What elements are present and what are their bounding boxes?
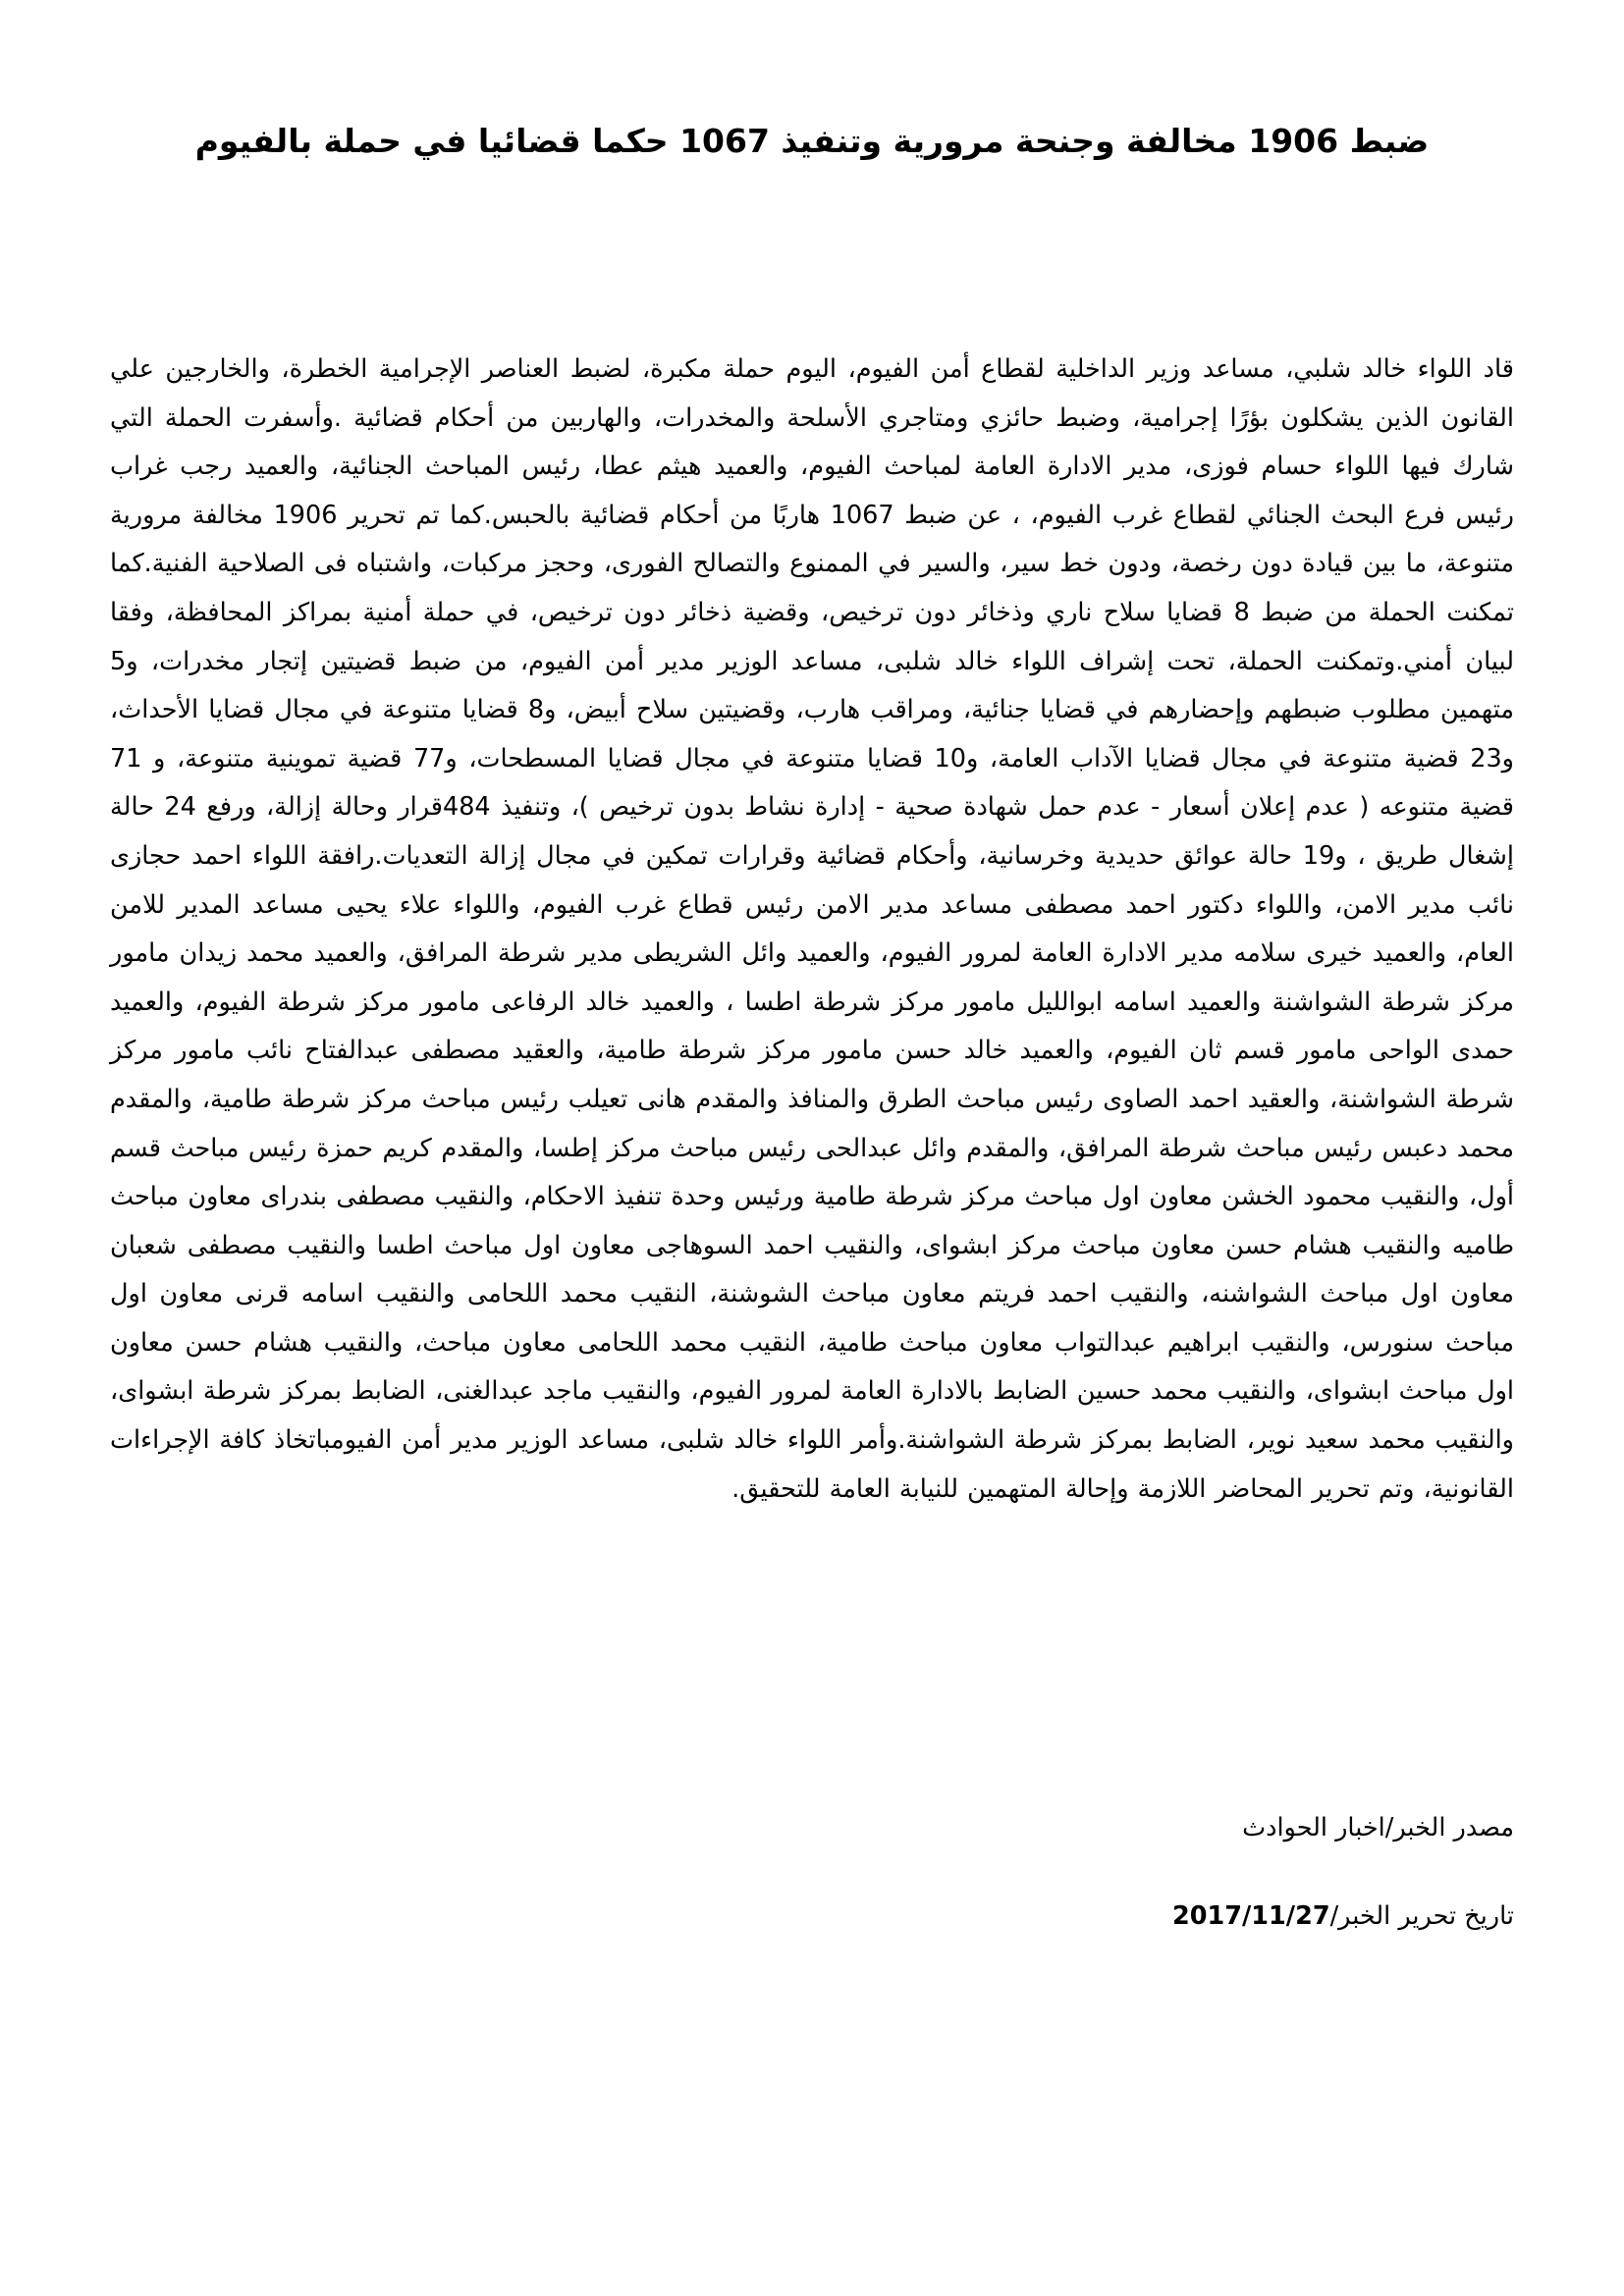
article-body: قاد اللواء خالد شلبي، مساعد وزير الداخلية لقطاع أمن الفيوم، اليوم حملة مكبرة، لضبط العناصر الإجرامية الخطرة، والخارجين علي القانون الذين يشكلون بؤرًا إجرامية، وضبط حائزي ومتاجري الأسلحة والمخدرات، والهاربين من أحكام قضائية .وأسفرت الحملة التي شارك فيها اللواء حسام فوزى، مدير الادارة العامة لمباحث الفيوم، والعميد هيثم عطا، رئيس المباحث الجنائية، والعميد رجب غراب رئيس فرع البحث الجنائي لقطاع غرب الفيوم، ، عن ضبط 1067 هاربًا من أحكام قضائية بالحبس.كما تم تحرير 1906 مخالفة مرورية متنوعة، ما بين قيادة دون رخصة، ودون خط سير، والسير في الممنوع والتصالح الفورى، وحجز مركبات، واشتباه فى الصلاحية الفنية.كما تمكنت الحملة من ضبط 8 قضايا سلاح ناري وذخائر دون ترخيص، وقضية ذخائر دون ترخيص، في حملة أمنية بمراكز المحافظة، وفقا لبيان أمني.وتمكنت الحملة، تحت إشراف اللواء خالد شلبى، مساعد الوزير مدير أمن الفيوم، من ضبط قضيتين إتجار مخدرات، و5 متهمين مطلوب ضبطهم وإحضارهم في قضايا جنائية، ومراقب هارب، وقضيتين سلاح أبيض، و8 قضايا متنوعة في مجال قضايا الأحداث، و23 قضية متنوعة في مجال قضايا الآداب العامة، و10 قضايا متنوعة في مجال قضايا المسطحات، و77 قضية تموينية متنوعة، و 71 قضية متنوعه ( عدم إعلان أسعار - عدم حمل شهادة صحية - إدارة نشاط بدون ترخيص )، وتنفيذ 484قرار وحالة إزالة، ورفع 24 حالة إشغال طريق ، و19 حالة عوائق حديدية وخرسانية، وأحكام قضائية وقرارات تمكين في مجال إزالة التعديات.رافقة اللواء احمد حجازى نائب مدير الامن، واللواء دكتور احمد مصطفى مساعد مدير الامن رئيس قطاع غرب الفيوم، واللواء علاء يحيى مساعد المدير للامن العام، والعميد خيرى سلامه مدير الادارة العامة لمرور الفيوم، والعميد وائل الشريطى مدير شرطة المرافق، والعميد محمد زيدان مامور مركز شرطة الشواشنة والعميد اسامه ابوالليل مامور مركز شرطة اطسا ، والعميد خالد الرفاعى مامور مركز شرطة الفيوم، والعميد حمدى الواحى مامور قسم ثان الفيوم، والعميد خالد حسن مامور مركز شرطة طامية، والعقيد مصطفى عبدالفتاح نائب مامور مركز شرطة الشواشنة، والعقيد احمد الصاوى رئيس مباحث الطرق والمنافذ والمقدم هانى تعيلب رئيس مباحث مركز شرطة طامية، والمقدم محمد دعبس رئيس مباحث شرطة المرافق، والمقدم وائل عبدالحى رئيس مباحث مركز إطسا، والمقدم كريم حمزة رئيس مباحث قسم أول، والنقيب محمود الخشن معاون اول مباحث مركز شرطة طامية ورئيس وحدة تنفيذ الاحكام، والنقيب مصطفى بندراى معاون مباحث طاميه والنقيب هشام حسن معاون مباحث مركز ابشواى، والنقيب احمد السوهاجى معاون اول مباحث اطسا والنقيب مصطفى شعبان معاون اول مباحث الشواشنه، والنقيب احمد فريتم معاون مباحث الشوشنة، النقيب محمد اللحامى والنقيب اسامه قرنى معاون اول مباحث سنورس، والنقيب ابراهيم عبدالتواب معاون مباحث طامية، النقيب محمد اللحامى معاون مباحث، والنقيب هشام حسن معاون اول مباحث ابشواى، والنقيب محمد حسين الضابط بالادارة العامة لمرور الفيوم، والنقيب ماجد عبدالغنى، الضابط بمركز شرطة ابشواى، والنقيب محمد سعيد نوير، الضابط بمركز شرطة الشواشنة.وأمر اللواء خالد شلبى، مساعد الوزير مدير أمن الفيومباتخاذ كافة الإجراءات القانونية، وتم تحرير المحاضر اللازمة وإحالة المتهمين للنيابة العامة للتحقيق. <box>110 354 1515 1504</box>
publication-date <box>110 1896 1514 1936</box>
date-label: تاريخ تحرير الخبر/ <box>1329 1901 1514 1931</box>
date-value: 2017/11/27 <box>1172 1901 1330 1931</box>
article-title: ضبط 1906 مخالفة وجنحة مرورية وتنفيذ 1067 حكما قضائيا في حملة بالفيوم <box>194 122 1430 160</box>
news-source: مصدر الخبر/اخبار الحوادث <box>1242 1813 1514 1842</box>
